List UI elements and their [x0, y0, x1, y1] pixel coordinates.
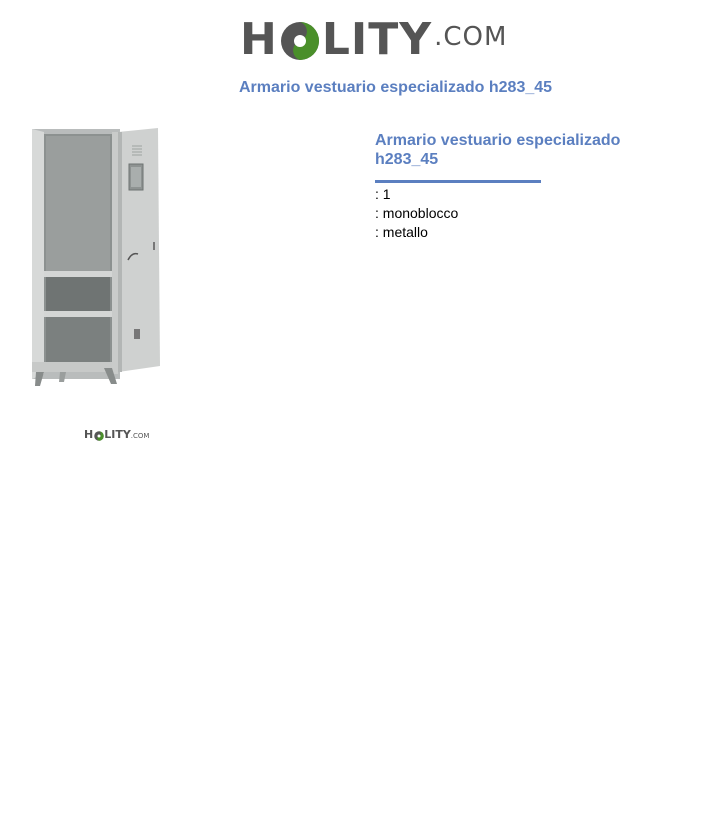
- logo-wordmark: [240, 14, 507, 66]
- small-holity-logo: [84, 429, 149, 441]
- details-title: Armario vestuario especializado h283_45: [375, 132, 621, 168]
- spec-item-type: : monoblocco: [375, 205, 459, 221]
- product-details: [375, 131, 655, 242]
- logo-com-suffix: .COM: [434, 22, 508, 52]
- holity-logo[interactable]: [240, 10, 507, 66]
- small-logo-com-suffix: .COM: [130, 432, 150, 440]
- page-title: Armario vestuario especializado h283_45: [239, 79, 553, 96]
- details-divider: [375, 180, 541, 183]
- spec-item-material: : metallo: [375, 224, 428, 240]
- small-logo-letter-h: H: [84, 428, 94, 441]
- spec-list: [375, 185, 655, 242]
- logo-o-icon: [280, 21, 320, 61]
- spec-item-quantity: : 1: [375, 186, 391, 202]
- logo-letter-h: H: [240, 14, 278, 65]
- small-logo-o-icon: [94, 431, 104, 441]
- small-logo-letters-lity: LITY: [104, 428, 131, 441]
- metal-locker-icon: [24, 124, 174, 394]
- product-image: [24, 124, 174, 394]
- logo-letters-lity: LITY: [321, 14, 433, 65]
